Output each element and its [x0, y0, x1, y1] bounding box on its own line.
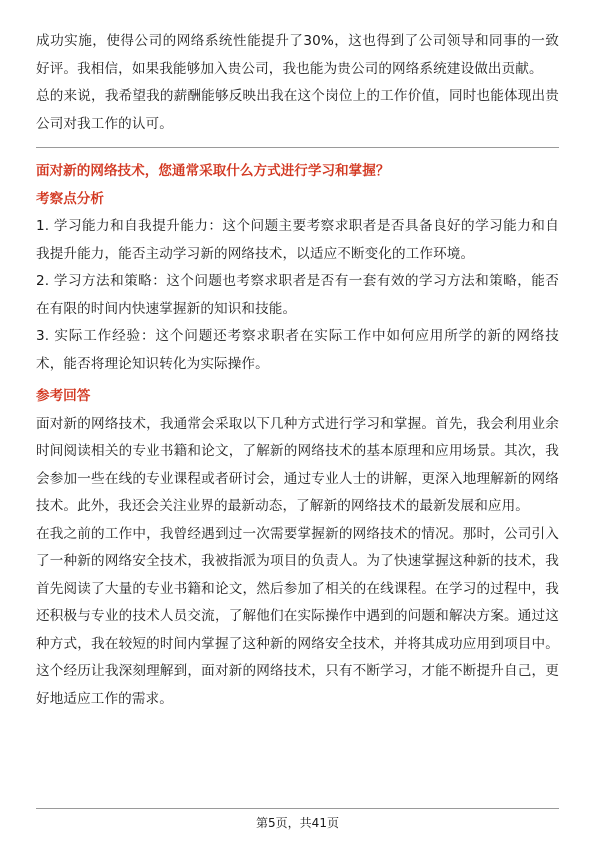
analysis-heading: 考察点分析	[36, 190, 104, 207]
analysis-list	[36, 213, 559, 378]
answer-paragraph: 在我之前的工作中，我曾经遇到过一次需要掌握新的网络技术的情况。那时，公司引入了一种新的网络安全技术，我被指派为项目的负责人。为了快速掌握这种新的技术，我首先阅读了大量的专业书籍和论文，然后参加了相关的在线课程。在学习的过程中，我还积极与专业的技术人员交流，了解他们在实际操作中遇到的问题和解决方案。通过这种方式，我在较短的时间内掌握了这种新的网络安全技术，并将其成功应用到项目中。这个经历让我深刻理解到，面对新的网络技术，只有不断学习，才能不断提升自己，更好地适应工作的需求。	[36, 525, 559, 707]
answer-heading: 参考回答	[36, 388, 91, 404]
intro-paragraph: 成功实施，使得公司的网络系统性能提升了30%，这也得到了公司领导和同事的一致好评。我相信，如果我能够加入贵公司，我也能为贵公司的网络系统建设做出贡献。	[36, 33, 559, 77]
intro-section	[36, 28, 559, 138]
page-content	[36, 28, 559, 713]
answer-paragraph: 面对新的网络技术，我通常会采取以下几种方式进行学习和掌握。首先，我会利用业余时间阅读相关的专业书籍和论文，了解新的网络技术的基本原理和应用场景。其次，我会参加一些在线的专业课程或者研讨会，通过专业人士的讲解，更深入地理解新的网络技术。此外，我还会关注业界的最新动态，了解新的网络技术的最新发展和应用。	[36, 415, 559, 514]
interview-question: 面对新的网络技术，您通常采取什么方式进行学习和掌握？	[36, 163, 390, 179]
answer-body	[36, 411, 559, 714]
intro-paragraph: 总的来说，我希望我的薪酬能够反映出我在这个岗位上的工作价值，同时也能体现出贵公司对我工作的认可。	[36, 88, 559, 132]
analysis-item: 2. 学习方法和策略：这个问题也考察求职者是否有一套有效的学习方法和策略，能否在有限的时间内快速掌握新的知识和技能。	[36, 273, 559, 317]
page-number: 第5页，共41页	[256, 816, 339, 830]
footer-divider	[36, 808, 559, 809]
analysis-item: 1. 学习能力和自我提升能力：这个问题主要考察求职者是否具备良好的学习能力和自我提升能力，能否主动学习新的网络技术，以适应不断变化的工作环境。	[36, 218, 559, 262]
section-divider	[36, 147, 559, 148]
analysis-item: 3. 实际工作经验：这个问题还考察求职者在实际工作中如何应用所学的新的网络技术，能否将理论知识转化为实际操作。	[36, 328, 559, 372]
